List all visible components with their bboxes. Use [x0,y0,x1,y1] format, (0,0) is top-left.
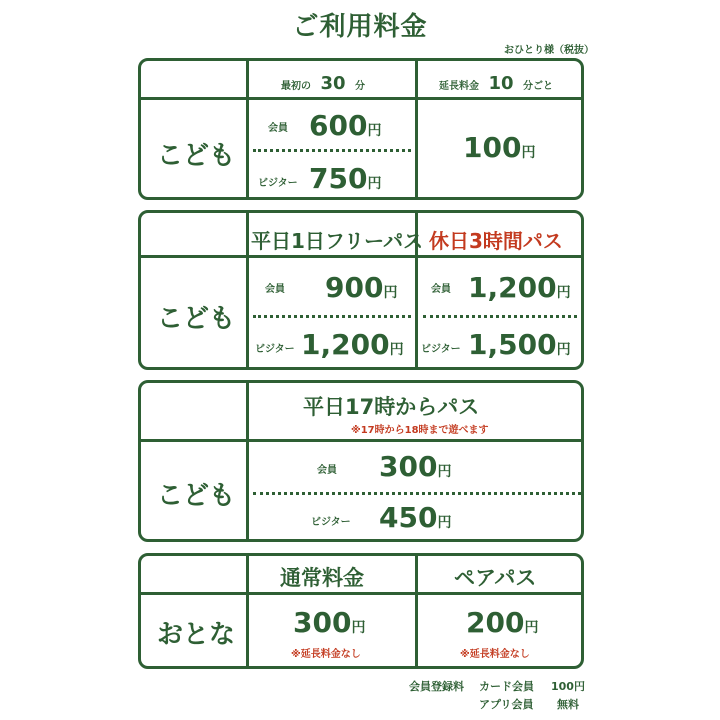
header-pair-pass: ペアパス [454,566,537,590]
tax-note: おひとり様（税抜） [504,45,594,56]
weekday-member-price: 900円 [325,271,398,304]
header-first-30min: 最初の 30 分 [281,73,366,94]
row-label-adult: おとな [157,620,236,650]
extension-price: 100円 [463,131,536,164]
member-label: 会員 [265,284,285,295]
page-title: ご利用料金 [292,12,428,42]
visitor-label: ビジター [255,344,295,355]
member-label: 会員 [268,123,288,134]
pair-pass-note: ※延長料金なし [460,649,530,660]
header-holiday-3h-pass: 休日3時間パス [429,229,563,253]
visitor-price: 450円 [379,501,452,534]
price-table-child-evening [138,380,584,542]
holiday-member-price: 1,200円 [468,271,571,304]
visitor-label: ビジター [311,517,351,528]
row-label-child: こども [157,304,236,334]
price-table-adult [138,553,584,669]
member-price: 600円 [309,109,382,142]
header-weekday-evening-pass: 平日17時からパス [303,395,480,419]
header-weekday-free-pass: 平日1日フリーパス [251,229,424,253]
regular-price: 300円 [293,606,366,639]
card-member-fee: 100円 [551,680,585,693]
visitor-price: 750円 [309,162,382,195]
row-label-child: こども [157,481,236,511]
header-extension-10min: 延長料金 10 分ごと [439,73,554,94]
visitor-label: ビジター [258,178,298,189]
regular-price-note: ※延長料金なし [291,649,361,660]
card-member-label: カード会員 [479,680,534,693]
app-member-label: アプリ会員 [479,698,534,711]
member-price: 300円 [379,450,452,483]
holiday-visitor-price: 1,500円 [468,328,571,361]
header-regular-price: 通常料金 [280,566,364,590]
price-table-child-basic [138,58,584,200]
member-label: 会員 [317,465,337,476]
member-label: 会員 [431,284,451,295]
row-label-child: こども [157,141,236,171]
weekday-visitor-price: 1,200円 [301,328,404,361]
app-member-fee: 無料 [557,698,579,711]
registration-fee-label: 会員登録料 [409,680,464,693]
visitor-label: ビジター [421,344,461,355]
price-table-child-pass [138,210,584,370]
evening-pass-note: ※17時から18時まで遊べます [351,425,489,436]
pair-pass-price: 200円 [466,606,539,639]
